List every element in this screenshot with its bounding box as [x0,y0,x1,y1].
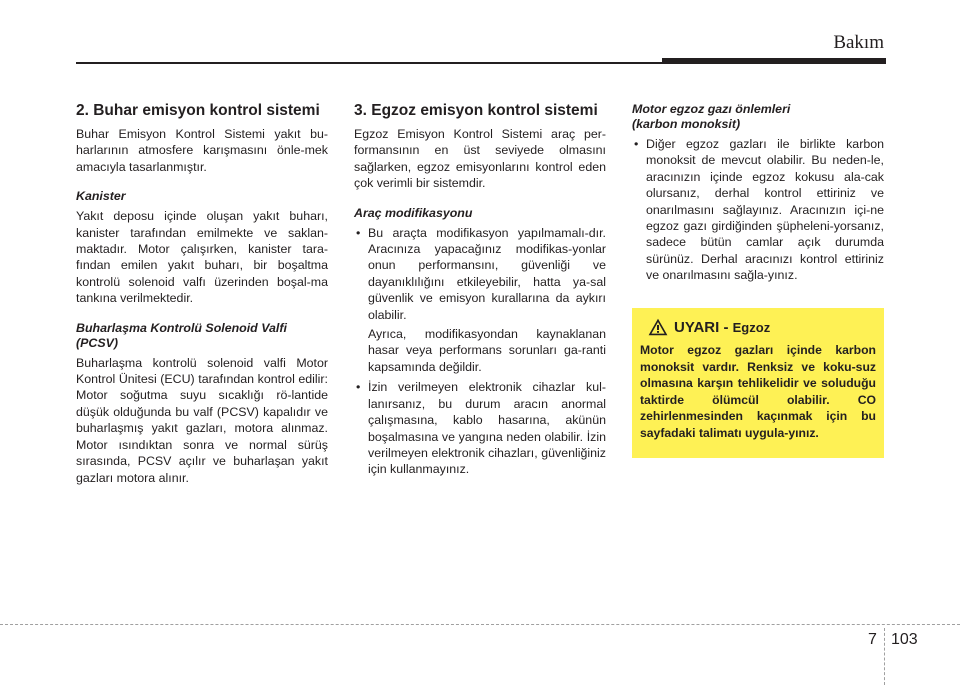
subheading-vehicle-modification: Araç modifikasyonu [354,205,473,220]
subheading-exhaust-precautions [632,102,884,132]
page-header-title: Bakım [833,32,884,53]
list-item-text: İzin verilmeyen elektronik cihazlar kul-lanırsanız, bu durum aracın anormal çalışmasına, kablo hasarına, akünün boşalmasına ve yangına neden olabilir. İzin verilmeyen elektronik cihazları, güvenliğiniz için kullanmayınız. [368,380,606,477]
bullet-marker: • [634,137,639,151]
pcsv-text: Buharlaşma kontrolü solenoid valfi Motor Kontrol Ünitesi (ECU) tarafından kontrol edilir: Motor soğutma suyu sıcaklığı rö-lantide düşük olduğunda bu valf (PCSV) kapalıdır ve buharlaşmış yakıt gazları, motora alınmaz. Motor ısındıktan sonra ve normal sürüş sırasında, PCSV açılır ve buharlaşan yakıt gazları motora alınır. [76,355,328,485]
column-exhaust-emission [354,102,606,478]
header-rule-accent [662,58,886,64]
subheading-pcsv-line2: (PCSV) [76,335,118,350]
warning-label: UYARI - [674,318,729,336]
footer-divider [0,624,960,625]
page-number: 103 [891,631,918,648]
column-evaporative-emission [76,102,328,486]
section-intro: Buhar Emisyon Kontrol Sistemi yakıt bu-harlarının atmosfere karışmasını önle-mek amacıyla tasarlanmıştır. [76,127,328,174]
warning-title [674,319,770,336]
canister-text: Yakıt deposu içinde oluşan yakıt buharı, kanister tarafından emilmekte ve saklan-maktadır. Motor çalışırken, kanister tara-fından emilen yakıt buharı, bir boşaltma kontrolü solenoid valfı üzerinden boşal-ma tankına verilmektedir. [76,209,328,306]
column-exhaust-precautions [632,102,884,284]
bullet-marker: • [356,225,361,240]
warning-box [632,308,884,458]
list-item-text: Bu araçta modifikasyon yapılmamalı-dır. Aracınıza yapacağınız modifikas-yonlar onun performansını, güvenliği ve dayanıklılığını etkileyebilir, hatta ya-sal güvenlik ve emisyon kurallarına da aykırı olabilir. [368,225,606,322]
warning-text: Motor egzoz gazları içinde karbon monoksit vardır. Renksiz ve koku-suz olmasına karşın tehlikelidir ve soluduğu taktirde ölümcül olabilir. CO zehirlenmesinden kaçınmak için bu sayfadaki talimatı uygula-yınız. [640,343,876,440]
subheading-pcsv [76,321,328,351]
warning-subtitle: Egzoz [732,319,771,335]
subheading-line1: Motor egzoz gazı önlemleri [632,102,791,116]
bullet-marker: • [356,380,361,395]
list-item-text: Diğer egzoz gazları ile birlikte karbon monoksit de mevcut olabilir. Bu neden-le, aracınızın içinde egzoz kokusu ala-cak olursanız, derhal kontrol ettiriniz ve onarılmasını sağlayınız. Aracınızın içi-ne egzoz gazı girdiğinden şüpheleni-yorsanız, sadece bütün camlar açık durumda sürünüz. Derhal aracınızı kontrol ettiriniz ve onarılmasını sağla-yınız. [646,137,884,283]
warning-header [648,318,876,336]
subheading-line2: (karbon monoksit) [632,117,741,131]
section-heading: 3. Egzoz emisyon kontrol sistemi [354,102,598,119]
section-intro: Egzoz Emisyon Kontrol Sistemi araç per-formansının en üst seviyede olmasını sağlarken, egzoz emisyonlarını kontrol eden çok verimli bir sistemdir. [354,127,606,191]
list-item [354,225,606,376]
section-heading: 2. Buhar emisyon kontrol sistemi [76,102,320,119]
list-item-continuation: Ayrıca, modifikasyondan kaynaklanan hasar veya performans sorunları ga-ranti kapsamında değildir. [368,327,606,374]
subheading-canister: Kanister [76,189,126,204]
footer-vertical-divider [884,628,885,685]
list-item [632,136,884,284]
chapter-number: 7 [868,631,877,648]
list-item [354,379,606,477]
subheading-pcsv-line1: Buharlaşma Kontrolü Solenoid Valfi [76,320,287,335]
warning-triangle-icon [648,318,668,336]
